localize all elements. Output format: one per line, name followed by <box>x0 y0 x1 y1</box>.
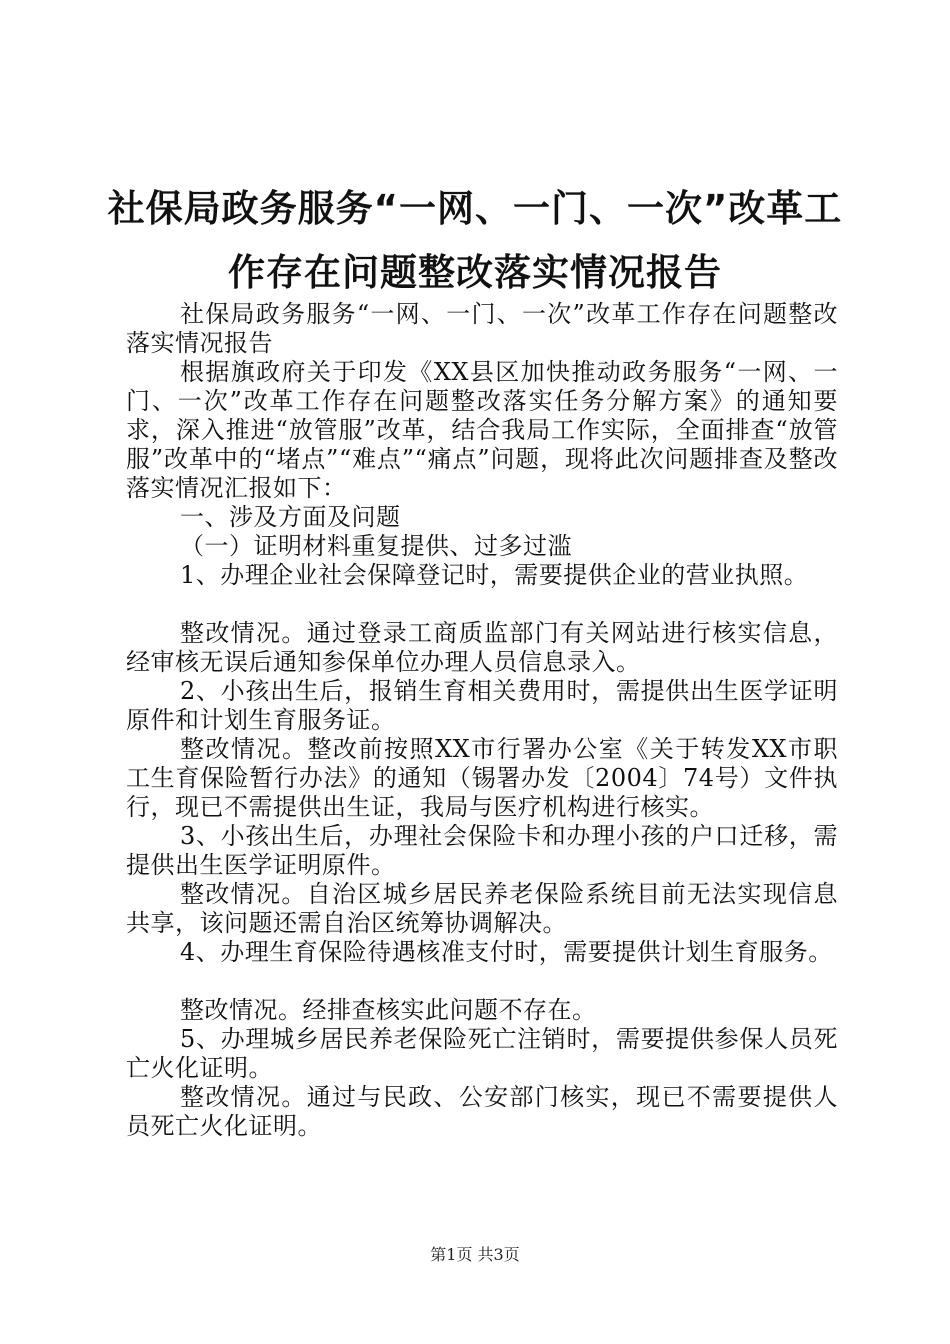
issue-item: 2、小孩出生后，报销生育相关费用时，需提供出生医学证明原件和计划生育服务证。 <box>126 677 838 734</box>
rectification-paragraph: 整改情况。自治区城乡居民养老保险系统目前无法实现信息共享，该问题还需自治区统筹协调解决。 <box>126 880 838 937</box>
rectification-paragraph: 整改情况。通过登录工商质监部门有关网站进行核实信息，经审核无误后通知参保单位办理人员信息录入。 <box>126 619 838 676</box>
body-paragraph: 根据旗政府关于印发《XX县区加快推动政务服务“一网、一门、一次”改革工作存在问题整改落实任务分解方案》的通知要求，深入推进“放管服”改革，结合我局工作实际，全面排查“放管服”改革中的“堵点”“难点”“痛点”问题，现将此次问题排查及整改落实情况汇报如下： <box>126 358 838 502</box>
issue-item: 1、办理企业社会保障登记时，需要提供企业的营业执照。 <box>180 561 809 589</box>
issue-item: 3、小孩出生后，办理社会保险卡和办理小孩的户口迁移，需提供出生医学证明原件。 <box>126 822 838 879</box>
document-title-line-2: 作存在问题整改落实情况报告 <box>228 251 722 294</box>
section-heading: 一、涉及方面及问题 <box>180 503 401 531</box>
rectification-paragraph: 整改情况。经排查核实此问题不存在。 <box>180 996 597 1024</box>
rectification-paragraph: 整改情况。通过与民政、公安部门核实，现已不需要提供人员死亡火化证明。 <box>126 1083 838 1140</box>
page-footer: 第1页 共3页 <box>430 1245 520 1264</box>
subsection-heading: （一）证明材料重复提供、过多过滥 <box>180 532 572 560</box>
issue-item: 4、办理生育保险待遇核准支付时，需要提供计划生育服务。 <box>180 938 833 966</box>
document-body <box>126 300 838 1141</box>
rectification-paragraph: 整改情况。整改前按照XX市行署办公室《关于转发XX市职工生育保险暂行办法》的通知（锡署办发〔2004〕74号）文件执行，现已不需提供出生证，我局与医疗机构进行核实。 <box>126 735 838 821</box>
document-title-line-1: 社保局政务服务“一网、一门、一次”改革工 <box>107 187 843 230</box>
body-paragraph: 社保局政务服务“一网、一门、一次”改革工作存在问题整改落实情况报告 <box>126 300 838 357</box>
issue-item: 5、办理城乡居民养老保险死亡注销时，需要提供参保人员死亡火化证明。 <box>126 1025 838 1082</box>
